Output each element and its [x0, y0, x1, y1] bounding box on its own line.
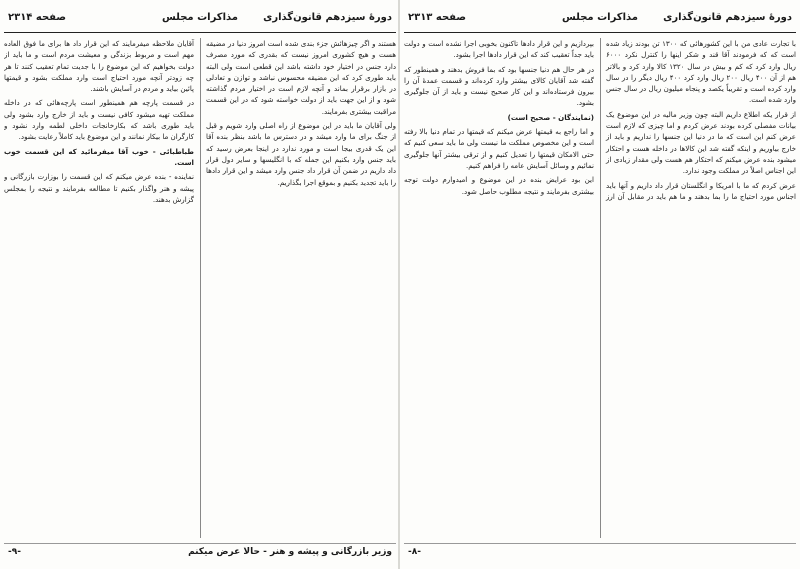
paragraph: طباطبائی - خوب آقا میفرمائید که این قسمت خوب است. [4, 146, 194, 167]
paragraph: با تجارت عادی من با این کشورهائی که ۱۳۰۰ تن بودند زیاد شده است که که فرمودند آقا قند و شکر اینها را کنترل نکرد ۶۰۰۰ ریال وارد کرد که کم و بیش در سال ۱۳۲۰ کالا وارد کرد و بالاتر هم از آن ۴۰۰ ریال ۲۰۰ ریال وارد کرد ۴۰۰ ریال دیگر را در سال وارد کرده است و تقریباً یکصد و پنجاه میلیون ریال در سال جنس وارد شده است. [606, 39, 796, 105]
paragraph: آقایان ملاحظه میفرمایند که این قرار داد ها برای ما فوق العاده مهم است و مربوط بزندگی و معیشت مردم است و ما باید از دولت بخواهیم که این موضوع را با جدیت تمام تعقیب کنند تا هر چه زودتر آنچه مورد احتیاج است وارد مملکت بشود و قیمتها پائین بیاید و مردم در آسایش باشند. [4, 39, 194, 94]
right-header-title: مذاکرات مجلس [561, 12, 639, 23]
left-header-page-number: صفحه ۲۳۱۴ [8, 12, 67, 23]
right-page-text-columns [404, 38, 796, 538]
left-footer-folio: -۹- [8, 547, 21, 557]
left-page-footer [4, 543, 396, 562]
left-page-header [4, 6, 396, 33]
paragraph: عرض کردم که ما با امریکا و انگلستان قرار داد داریم و آنها باید اجناس مورد احتیاج ما را بما بدهند و ما هم باید در مقابل آن ارز بپردازیم و این قرار دادها تاکنون بخوبی اجرا نشده است و دولت باید جداً تعقیب کند که این قرار دادها اجرا بشود. [404, 39, 796, 201]
left-page [4, 6, 396, 562]
left-footer-speaker: وزیر بازرگانی و پیشه و هنر - حالا عرض میکنم [188, 547, 392, 557]
paragraph: هستند و اگر چیزهائش جزء بندی شده است امروز دنیا در مضیقه هست و هیچ کشوری امروز نیست که بقدری که مورد مصرف دارد جنس در اختیار خود داشته باشد این قطعی است ولی البته باید طوری کرد که این مضیقه محسوس نباشد و توازن و تعادلی در بازار برقرار بماند و آنچه لازم است در اختیار مردم گذاشته شود و از این جهت باید از دولت خواسته شود که در این قسمت مراقبت بیشتری بفرمایند. [206, 39, 396, 116]
paragraph: (نمایندگان - صحیح است) [507, 112, 594, 122]
paragraph: و اما راجع به قیمتها عرض میکنم که قیمتها در تمام دنیا بالا رفته است و این مخصوص مملکت ما نیست ولی ما باید سعی کنیم که حتی الامکان قیمتها را تعدیل کنیم و از ترقی بیشتر آنها جلوگیری نمائیم و وسائل آسایش عامه را فراهم کنیم. [404, 127, 594, 170]
left-page-text-columns [4, 38, 396, 538]
left-header-session: دورهٔ سیزدهم قانون‌گذاری [263, 12, 392, 23]
right-page-footer [404, 543, 796, 562]
paragraph: این بود عرایض بنده در این موضوع و امیدوارم دولت توجه بیشتری بفرمایند و نتیجه مطلوب حاصل شود. [404, 175, 594, 196]
right-footer-folio: -۸- [408, 547, 421, 557]
right-page-header [404, 6, 796, 33]
right-header-session: دورهٔ سیزدهم قانون‌گذاری [663, 12, 792, 23]
paragraph: از قرار یکه اطلاع داریم البته چون وزیر مالیه در این موضوع یک بیانات مفصلی کرده بودند عرض کردم و اما چیزی که لازم است عرض کنم این است که ما در دنیا این جنسها را نداریم و باید از خارج بیاوریم و اینکه گفته شد این کالاها در داخله هست و احتکار میشود بنده عرض میکنم که احتکار هم هست ولی مقدار زیادی از این اجناس اصلاً در مملکت وجود ندارد. [606, 109, 796, 176]
page-gutter [398, 0, 400, 569]
left-header-title: مذاکرات مجلس [161, 12, 239, 23]
paragraph: در هر حال هم دنیا جنسها بود که بما فروش بدهند و همینطور که گفته شد آقایان کالای بیشتر وارد کرده‌اند و قسمت عمدهٔ آن را بیرون فرستاده‌اند و این کار صحیح نیست و باید از آن جلوگیری بشود. [404, 64, 594, 108]
paragraph: ولی آقایان ما باید در این موضوع از راه اصلی وارد شویم و قبل از جنگ برای ما وارد میشد و در دسترس ما باشد بنظر بنده آقا این یک قدری بیجا است و مورد ندارد در اینجا بعرض رسید که باید جنس وارد بکنیم این جمله که با انگلیسها و سایر دول قرار داد داریم در ضمن آن قرار داد جنس وارد میشد و این قرار دادها را باید تجدید بکنیم و بموقع اجرا بگذاریم. [206, 121, 396, 187]
right-page [404, 6, 796, 562]
paragraph: در قسمت پارچه هم همینطور است پارچه‌هائی که در داخله مملکت تهیه میشود کافی نیست و باید از خارج وارد بشود ولی باید طوری باشد که بکارخانجات داخلی لطمه وارد نشود و کارگران ما بیکار نمانند و این موضوع باید کاملاً رعایت بشود. [4, 98, 194, 142]
right-header-page-number: صفحه ۲۳۱۳ [408, 12, 467, 23]
paragraph: نماینده - بنده عرض میکنم که این قسمت را بوزارت بازرگانی و پیشه و هنر واگذار بکنیم تا مطالعه بفرمایند و نتیجه را بمجلس گزارش بدهند. [4, 172, 194, 204]
